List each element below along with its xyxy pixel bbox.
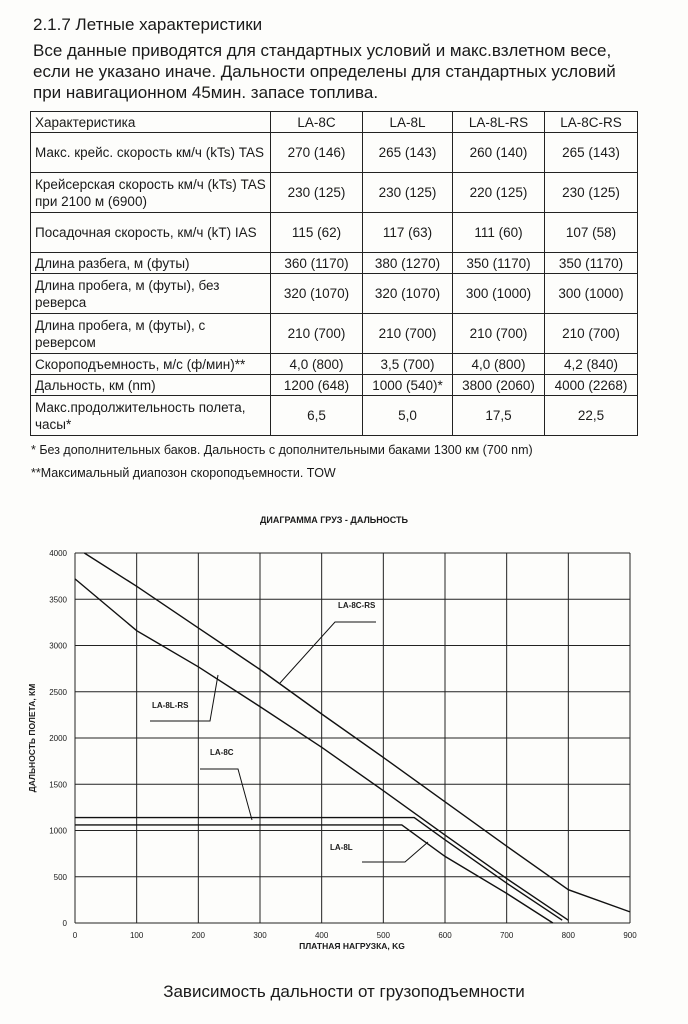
table-row	[31, 133, 638, 173]
leader-line	[280, 622, 376, 683]
y-tick-label: 3500	[49, 595, 67, 605]
table-cell: 117 (63)	[363, 213, 453, 253]
table-cell: 111 (60)	[453, 213, 545, 253]
y-tick-label: 0	[62, 919, 67, 928]
footnote: **Максимальный диапозон скороподъемности. TOW	[31, 466, 336, 480]
series-label: LA-8C-RS	[338, 601, 376, 610]
table-cell: 230 (125)	[271, 173, 363, 213]
column-header: LA-8L	[363, 112, 453, 133]
table-cell: 1000 (540)*	[363, 375, 453, 396]
table-cell: 300 (1000)	[545, 274, 638, 314]
table-cell: 115 (62)	[271, 213, 363, 253]
table-cell: 4,2 (840)	[545, 354, 638, 375]
table-cell: 230 (125)	[545, 173, 638, 213]
x-axis-label: ПЛАТНАЯ НАГРУЗКА, KG	[299, 941, 405, 951]
table-cell: 210 (700)	[271, 314, 363, 354]
table-cell: 4,0 (800)	[453, 354, 545, 375]
intro-line: Все данные приводятся для стандартных условий и макс.взлетном весе,	[33, 41, 612, 60]
figure-caption: Зависимость дальности от грузоподъемности	[163, 982, 525, 1001]
table-cell: 350 (1170)	[545, 253, 638, 274]
intro-text	[33, 40, 673, 103]
column-header: LA-8L-RS	[453, 112, 545, 133]
table-cell: 265 (143)	[363, 133, 453, 173]
table-cell: 5,0	[363, 396, 453, 436]
row-label: Длина разбега, м (футы)	[31, 253, 271, 274]
table-cell: 300 (1000)	[453, 274, 545, 314]
table-cell: 1200 (648)	[271, 375, 363, 396]
row-label: Скороподъемность, м/с (ф/мин)**	[31, 354, 271, 375]
y-axis-label: ДАЛЬНОСТЬ ПОЛЕТА, КМ	[27, 683, 37, 793]
series-label: LA-8L	[330, 843, 353, 852]
x-tick-label: 600	[438, 931, 452, 940]
row-label: Макс.продолжительность полета, часы*	[31, 396, 271, 436]
table-cell: 265 (143)	[545, 133, 638, 173]
y-tick-label: 1000	[49, 826, 67, 836]
leader-line	[150, 675, 218, 721]
table-cell: 360 (1170)	[271, 253, 363, 274]
y-tick-label: 1500	[49, 780, 67, 790]
table-cell: 4,0 (800)	[271, 354, 363, 375]
intro-line: если не указано иначе. Дальности определены для стандартных условий	[33, 62, 616, 81]
table-cell: 4000 (2268)	[545, 375, 638, 396]
x-tick-label: 100	[129, 931, 144, 940]
row-label: Крейсерская скорость км/ч (kTs) TAS при 2100 м (6900)	[31, 173, 271, 213]
table-row	[31, 314, 638, 354]
table-row	[31, 173, 638, 213]
row-label: Длина пробега, м (футы), с реверсом	[31, 314, 271, 354]
performance-table	[30, 111, 638, 436]
table-cell: 210 (700)	[363, 314, 453, 354]
x-tick-label: 800	[561, 931, 576, 940]
table-cell: 380 (1270)	[363, 253, 453, 274]
series-label: LA-8C	[210, 748, 234, 757]
table-cell: 320 (1070)	[271, 274, 363, 314]
y-tick-label: 3000	[49, 641, 67, 651]
payload-range-chart	[0, 500, 688, 970]
table-row	[31, 213, 638, 253]
table-row	[31, 253, 638, 274]
chart-title: ДИАГРАММА ГРУЗ - ДАЛЬНОСТЬ	[260, 515, 408, 525]
y-tick-label: 2000	[49, 734, 67, 743]
column-header: LA-8C-RS	[545, 112, 638, 133]
table-cell: 210 (700)	[453, 314, 545, 354]
table-cell: 220 (125)	[453, 173, 545, 213]
series-line	[75, 825, 553, 923]
table-cell: 270 (146)	[271, 133, 363, 173]
x-tick-label: 0	[72, 931, 78, 940]
table-cell: 210 (700)	[545, 314, 638, 354]
table-cell: 230 (125)	[363, 173, 453, 213]
leader-line	[200, 769, 252, 820]
table-cell: 350 (1170)	[453, 253, 545, 274]
table-cell: 260 (140)	[453, 133, 545, 173]
section-heading: 2.1.7 Летные характеристики	[33, 15, 263, 34]
table-cell: 17,5	[453, 396, 545, 436]
footnote: * Без дополнительных баков. Дальность с дополнительными баками 1300 км (700 nm)	[31, 443, 533, 457]
x-tick-label: 700	[499, 931, 514, 940]
table-header-row	[31, 112, 638, 133]
table-row	[31, 375, 638, 396]
y-tick-label: 2500	[49, 687, 67, 697]
table-cell: 6,5	[271, 396, 363, 436]
table-cell: 22,5	[545, 396, 638, 436]
table-cell: 107 (58)	[545, 213, 638, 253]
table-cell: 320 (1070)	[363, 274, 453, 314]
table-cell: 3,5 (700)	[363, 354, 453, 375]
row-label: Посадочная скорость, км/ч (kT) IAS	[31, 213, 271, 253]
y-tick-label: 500	[53, 872, 67, 882]
column-header: LA-8C	[271, 112, 363, 133]
x-tick-label: 500	[376, 931, 391, 940]
leader-line	[362, 842, 428, 862]
x-tick-label: 400	[314, 931, 329, 940]
row-label: Дальность, км (nm)	[31, 375, 271, 396]
table-row	[31, 354, 638, 375]
x-tick-label: 300	[253, 931, 267, 940]
table-row	[31, 396, 638, 436]
x-tick-label: 900	[623, 931, 637, 940]
chart-annotations	[150, 601, 428, 862]
table-cell: 3800 (2060)	[453, 375, 545, 396]
series-label: LA-8L-RS	[152, 701, 189, 710]
row-label: Макс. крейс. скорость км/ч (kTs) TAS	[31, 133, 271, 173]
row-label: Длина пробега, м (футы), без реверса	[31, 274, 271, 314]
x-tick-label: 200	[191, 931, 206, 940]
intro-line: при навигационном 45мин. запасе топлива.	[33, 83, 379, 102]
column-header: Характеристика	[31, 112, 271, 133]
y-tick-label: 4000	[49, 549, 67, 558]
table-row	[31, 274, 638, 314]
